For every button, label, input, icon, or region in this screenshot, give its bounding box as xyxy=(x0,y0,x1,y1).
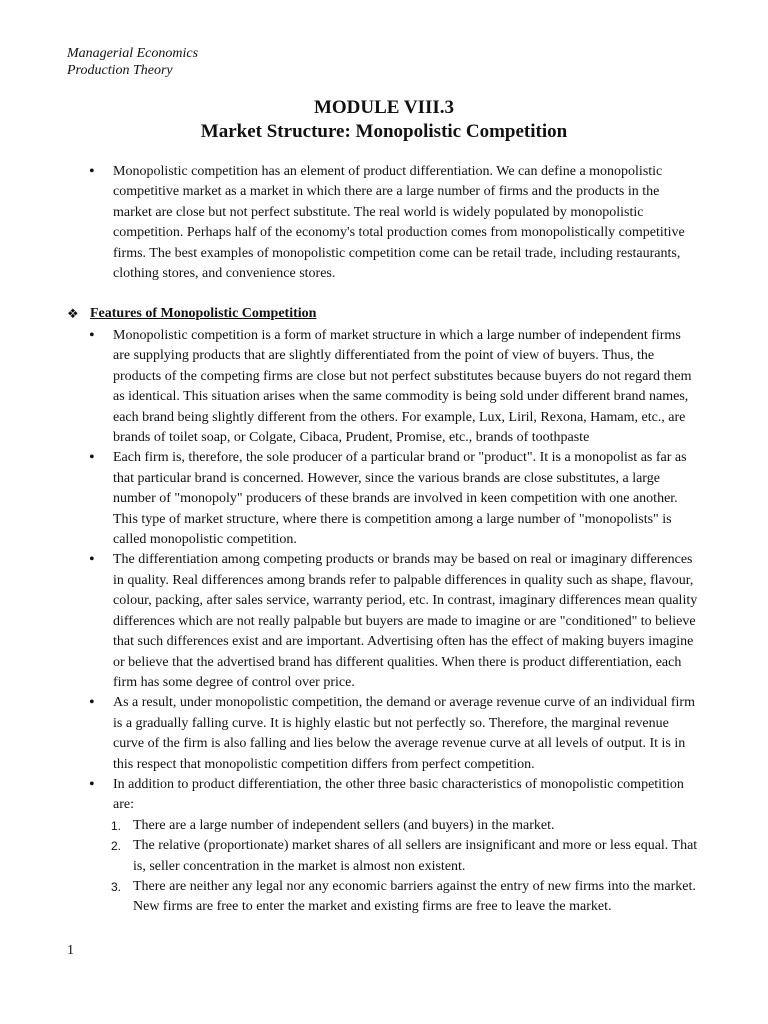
intro-section xyxy=(89,162,701,284)
characteristic-item-1 xyxy=(111,816,701,836)
features-list xyxy=(89,326,701,918)
features-section xyxy=(67,304,701,918)
features-heading xyxy=(67,304,701,324)
feature-bullet-1: • Monopolistic competition is a form of market structure in which a large number of independent firms are supplying products that are slightly differentiated from the point of view of buyers. Thus, the products of the competing firms are close but not perfect substitutes because buyers do not regard them as identical. This situation arises when the same commodity is being sold under different brand names, each brand being slightly different from the others. For example, Lux, Liril, Rexona, Hamam, etc., are brands of toilet soap, or Colgate, Cibaca, Prudent, Promise, etc., brands of toothpaste xyxy=(89,326,701,448)
page-number: 1 xyxy=(67,943,74,958)
page-title-block xyxy=(0,96,768,144)
characteristic-item-3 xyxy=(111,877,701,918)
list-item-text: The relative (proportionate) market shares of all sellers are insignificant and more or less equal. That is, seller concentration in the market is almost non existent. xyxy=(133,838,698,874)
header-topic: Production Theory xyxy=(67,63,173,78)
feature-bullet-4: • As a result, under monopolistic competition, the demand or average revenue curve of an individual firm is a gradually falling curve. It is highly elastic but not perfectly so. Therefore, the marginal revenue curve of the firm is also falling and lies below the average revenue curve at all levels of output. It is in this respect that monopolistic competition differs from perfect competition. xyxy=(89,693,701,775)
list-number: 3. xyxy=(111,879,122,894)
feature-bullet-5: • In addition to product differentiation, the other three basic characteristics of monopolistic competition are: xyxy=(89,775,701,816)
diamond-bullet-icon: ❖ xyxy=(67,306,79,321)
list-item-text: There are a large number of independent sellers (and buyers) in the market. xyxy=(133,817,555,833)
list-number: 2. xyxy=(111,839,122,854)
list-item-text: There are neither any legal nor any economic barriers against the entry of new firms into the market. New firms are free to enter the market and existing firms are free to leave the market. xyxy=(133,878,696,915)
running-header xyxy=(67,45,198,79)
feature-bullet-3: • The differentiation among competing products or brands may be based on real or imaginary differences in quality. Real differences among brands refer to palpable differences in quality such as shape, flavour, colour, packing, after sales service, warranty period, etc. In contrast, imaginary differences mean quality differences which are not really palpable but buyers are made to imagine or are "conditioned" to believe that such differences exist and are important. Advertising often has the effect of making buyers imagine or believe that the advertised brand has different qualities. When there is product differentiation, each firm has some degree of control over price. xyxy=(89,550,701,693)
module-subtitle: Market Structure: Monopolistic Competition xyxy=(200,121,568,142)
characteristic-item-2 xyxy=(111,836,701,877)
list-number: 1. xyxy=(111,818,122,833)
intro-bullet: • Monopolistic competition has an element of product differentiation. We can define a monopolistic competitive market as a market in which there are a large number of firms and the products in the market are close but not perfect substitute. The real world is widely populated by monopolistic competition. Perhaps half of the economy's total production comes from monopolistically competitive firms. The best examples of monopolistic competition come can be retail trade, including restaurants, clothing stores, and convenience stores. xyxy=(89,162,701,284)
characteristics-list xyxy=(111,816,701,918)
feature-bullet-2: • Each firm is, therefore, the sole producer of a particular brand or "product". It is a monopolist as far as that particular brand is concerned. However, since the various brands are close substitutes, a large number of "monopoly" producers of these brands are involved in keen competition with one another. This type of market structure, where there is competition among a large number of "monopolists" is called monopolistic competition. xyxy=(89,448,701,550)
header-course: Managerial Economics xyxy=(67,46,199,61)
features-heading-text: Features of Monopolistic Competition xyxy=(90,306,317,321)
module-title: MODULE VIII.3 xyxy=(313,97,455,118)
